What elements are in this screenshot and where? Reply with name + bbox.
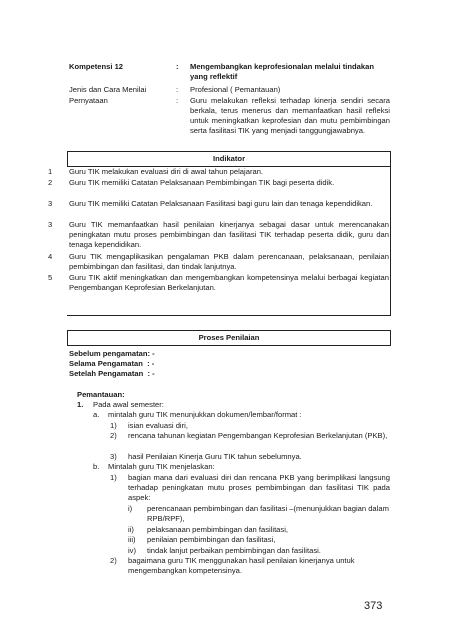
setelah-pengamatan: Setelah Pengamatan : - (69, 369, 155, 378)
roman-text: penilaian pembimbingan dan fasilitasi, (147, 535, 276, 544)
list-num: 3) (110, 452, 117, 461)
list-text: isian evaluasi diri, (128, 421, 188, 430)
page-number: 373 (364, 600, 383, 612)
header-colon: : (176, 85, 179, 94)
indikator-num: 3 (48, 199, 53, 208)
roman-text: perencanaan pembimbingan dan fasilitasi –(menunjukkan bagian dalam RPB/RPF), (147, 504, 389, 523)
header-value-jenis: Profesional ( Pemantauan) (190, 85, 281, 94)
header-value-pernyataan: Guru melakukan refleksi terhadap kinerja sendiri secara berkala, terus menerus dan memanfaatkan hasil refleksi untuk meningkatkan keprofesian dan mutu pembimbingan serta fasilitasi TIK yang menjadi tanggungjawabnya. (190, 96, 390, 135)
sub-text-a: mintalah guru TIK menunjukkan dokumen/lembar/format : (108, 410, 302, 419)
roman-num: i) (128, 504, 133, 513)
indikator-num: 4 (48, 252, 53, 261)
indikator-text: Guru TIK memanfaatkan hasil penilaian kinerjanya sebagai dasar untuk merencanakan peningkatan mutu proses pembimbingan dan fasilitasi TIK terhadap peserta didik, guru dan tenaga kependidikan. (69, 220, 389, 249)
indikator-title: Indikator (212, 154, 246, 163)
roman-num: ii) (128, 525, 134, 534)
header-colon: : (176, 96, 179, 105)
list-text: rencana tahunan kegiatan Pengembangan Keprofesian Berkelanjutan (PKB), (128, 431, 388, 440)
indikator-text: Guru TIK memiliki Catatan Pelaksanaan Fasilitasi bagi guru lain dan tenaga kependidikan. (69, 199, 373, 208)
roman-text: pelaksanaan pembimbingan dan fasilitasi, (147, 525, 288, 534)
indikator-num: 5 (48, 273, 53, 282)
roman-text: tindak lanjut perbaikan pembimbingan dan fasilitasi. (147, 546, 321, 555)
list-text: bagian mana dari evaluasi diri dan rencana PKB yang berimplikasi langsung terhadap peningkatan mutu proses pembimbingan dan fasilitasi TIK pada aspek: (128, 473, 390, 502)
item-text: Pada awal semester: (93, 400, 164, 409)
indikator-num: 1 (48, 167, 53, 176)
sebelum-pengamatan: Sebelum pengamatan: - (69, 349, 155, 358)
sub-label-a: a. (93, 410, 100, 419)
indikator-text: Guru TIK melakukan evaluasi diri di awal tahun pelajaran. (69, 167, 264, 176)
pemantauan-title: Pemantauan: (77, 390, 125, 399)
indikator-text: Guru TIK mengaplikasikan pengalaman PKB dalam perencanaan, pelaksanaan, penilaian pembimbingan dan fasilitasi, dan tindak lanjutnya. (69, 252, 389, 271)
header-value-kompetensi: Mengembangkan keprofesionalan melalui tindakan yang reflektif (190, 62, 374, 81)
sub-text-b: Mintalah guru TIK menjelaskan: (108, 462, 215, 471)
list-text: hasil Penilaian Kinerja Guru TIK tahun sebelumnya. (128, 452, 302, 461)
selama-pengamatan: Selama Pengamatan : - (69, 359, 155, 368)
indikator-text: Guru TIK memiliki Catatan Pelaksanaan Pembimbingan TIK bagi peserta didik. (69, 178, 335, 187)
list-num: 2) (110, 556, 117, 565)
header-label-kompetensi: Kompetensi 12 (69, 62, 124, 71)
list-num: 1) (110, 421, 117, 430)
header-label-jenis: Jenis dan Cara Menilai (69, 85, 147, 94)
header-colon: : (176, 62, 179, 71)
list-text: bagaimana guru TIK menggunakan hasil penilaian kinerjanya untuk mengembangkan kompetensinya. (128, 556, 355, 575)
header-label-pernyataan: Pernyataan (69, 96, 108, 105)
indikator-text: Guru TIK aktif meningkatkan dan mengembangkan kompetensinya melalui berbagai kegiatan Pengembangan Keprofesian Berkelanjutan. (69, 273, 389, 292)
proses-title: Proses Penilaian (198, 333, 260, 342)
sub-label-b: b. (93, 462, 100, 471)
indikator-num: 3 (48, 220, 53, 229)
roman-num: iv) (128, 546, 137, 555)
list-num: 1) (110, 473, 117, 482)
roman-num: iii) (128, 535, 136, 544)
item-number: 1. (77, 400, 84, 409)
indikator-num: 2 (48, 178, 53, 187)
list-num: 2) (110, 431, 117, 440)
